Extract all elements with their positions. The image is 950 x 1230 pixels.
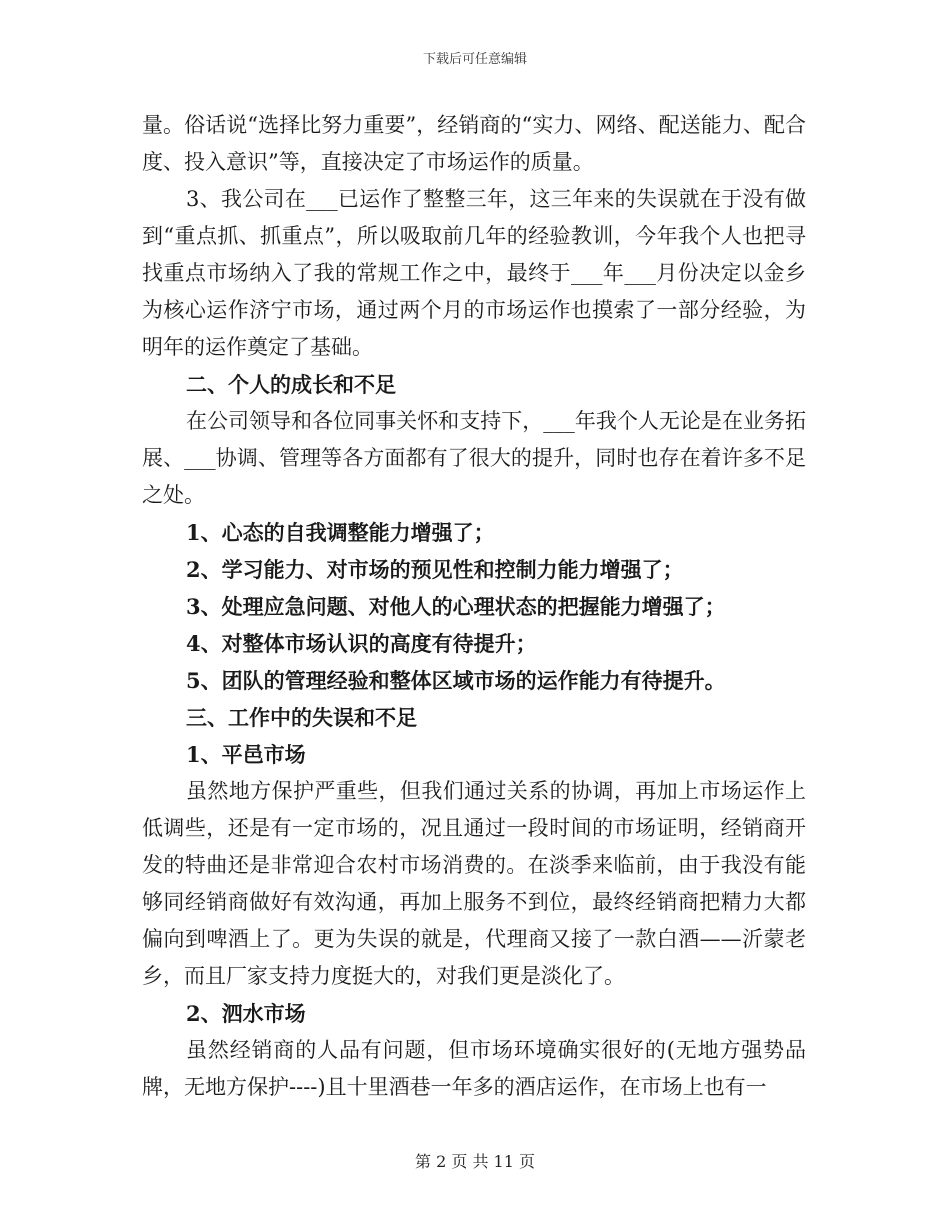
paragraph-growth-intro: 在公司领导和各位同事关怀和支持下，___年我个人无论是在业务拓展、___协调、管理等各方面都有了很大的提升，同时也存在着许多不足之处。 — [142, 409, 806, 507]
paragraph-item-3: 3、我公司在___已运作了整整三年，这三年来的失误就在于没有做到“重点抓、抓重点”，所以吸取前几年的经验教训，今年我个人也把寻找重点市场纳入了我的常规工作之中，最终于___年___月份决定以金乡为核心运作济宁市场，通过两个月的市场运作也摸索了一部分经验，为明年的运作奠定了基础。 — [142, 187, 806, 359]
document-body — [142, 107, 806, 1106]
paragraph-intro-continuation: 量。俗话说“选择比努力重要”，经销商的“实力、网络、配送能力、配合度、投入意识”等，直接决定了市场运作的质量。 — [142, 113, 806, 174]
growth-item-4: 4、对整体市场认识的高度有待提升； — [186, 631, 537, 656]
growth-item-3: 3、处理应急问题、对他人的心理状态的把握能力增强了； — [186, 594, 726, 619]
growth-item-1: 1、心态的自我调整能力增强了； — [186, 520, 495, 545]
growth-item-2: 2、学习能力、对市场的预见性和控制力能力增强了； — [186, 557, 684, 582]
paragraph-sishui: 虽然经销商的人品有问题，但市场环境确实很好的(无地方强势品牌，无地方保护----)且十里酒巷一年多的酒店运作，在市场上也有一 — [142, 1038, 806, 1099]
page-header: 下载后可任意编辑 — [422, 52, 527, 67]
subheading-sishui-market: 2、泗水市场 — [186, 1001, 306, 1026]
section-heading-3: 三、工作中的失误和不足 — [186, 705, 417, 730]
growth-item-5: 5、团队的管理经验和整体区域市场的运作能力有待提升。 — [186, 668, 726, 693]
page-footer: 第 2 页 共 11 页 — [415, 1152, 535, 1171]
paragraph-pingyi: 虽然地方保护严重些，但我们通过关系的协调，再加上市场运作上低调些，还是有一定市场的，况且通过一段时间的市场证明，经销商开发的特曲还是非常迎合农村市场消费的。在淡季来临前，由于我没有能够同经销商做好有效沟通，再加上服务不到位，最终经销商把精力大都偏向到啤酒上了。更为失误的就是，代理商又接了一款白酒——沂蒙老乡，而且厂家支持力度挺大的，对我们更是淡化了。 — [142, 779, 806, 988]
subheading-pingyi-market: 1、平邑市场 — [186, 742, 306, 767]
section-heading-2: 二、个人的成长和不足 — [186, 372, 396, 397]
